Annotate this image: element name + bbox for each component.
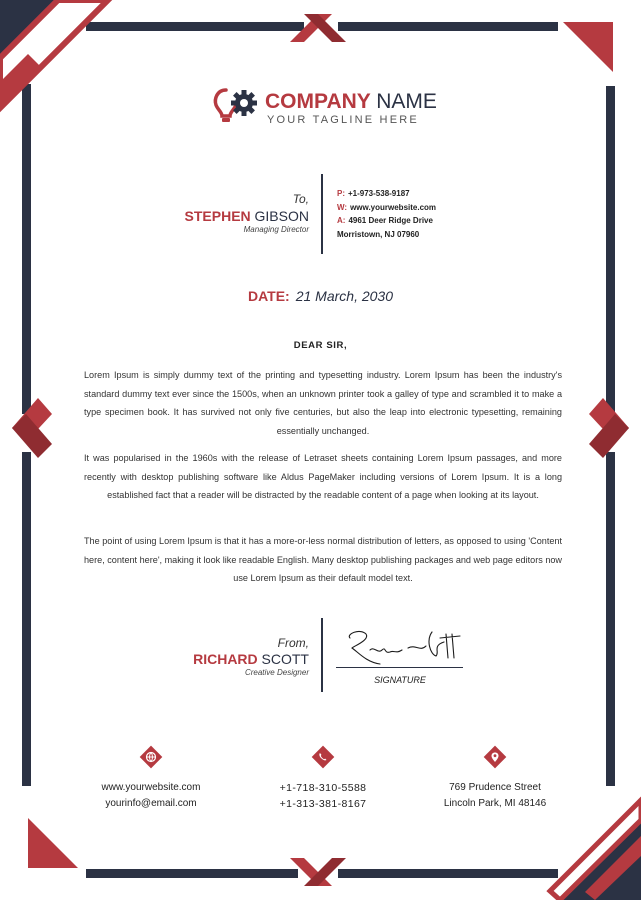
recipient-block — [109, 192, 309, 234]
body-paragraph-3: The point of using Lorem Ipsum is that it has a more-or-less normal distribution of letters, as opposed to using 'Content here, content here', making it look like readable English. Many desktop publishing packages and web page editors now use Lorem Ipsum as their default model text. — [84, 536, 562, 583]
date-label: DATE: — [247, 288, 290, 304]
sender-last-name: SCOTT — [261, 651, 309, 667]
footer-phone-1: +1-718-310-5588 — [279, 782, 367, 794]
globe-icon — [139, 745, 163, 769]
body-paragraph-1: Lorem Ipsum is simply dummy text of the printing and typesetting industry. Lorem Ipsum has been the industry's standard dummy text ever since the 1500s, when an unknown printer took a galley of type and scrambled it to make a type specimen book. It has survived not only five centuries, but also the leap into electronic typesetting, remaining essentially unchanged. — [84, 370, 562, 436]
footer-address — [405, 780, 585, 811]
company-name-primary: COMPANY — [265, 90, 371, 113]
location-pin-icon — [483, 745, 507, 769]
footer-phone-2: +1-313-381-8167 — [279, 797, 367, 810]
phone-icon — [311, 745, 335, 769]
contact-address — [337, 214, 436, 228]
handwritten-signature — [336, 624, 464, 670]
date-line — [0, 288, 641, 304]
to-label: To, — [292, 192, 309, 206]
footer-address-line2: Lincoln Park, MI 48146 — [443, 797, 547, 809]
salutation: DEAR SIR, — [293, 340, 348, 351]
signature-divider — [321, 618, 323, 692]
from-label: From, — [277, 636, 309, 650]
company-name — [265, 90, 437, 114]
date-value: 21 March, 2030 — [295, 288, 394, 304]
footer-phone — [233, 781, 413, 812]
contact-phone — [337, 187, 436, 201]
signature-label: SIGNATURE — [374, 675, 426, 685]
recipient-name — [109, 208, 309, 224]
footer-email: yourinfo@email.com — [105, 797, 197, 809]
address-line1: 4961 Deer Ridge Drive — [348, 216, 433, 225]
web-key: W: — [337, 202, 348, 212]
company-tagline: YOUR TAGLINE HERE — [267, 114, 419, 126]
web-value: www.yourwebsite.com — [350, 202, 437, 212]
sender-block — [109, 636, 309, 677]
lightbulb-gear-icon — [212, 86, 260, 126]
recipient-first-name: STEPHEN — [184, 208, 251, 224]
contact-web — [337, 201, 436, 215]
company-logo — [212, 86, 442, 128]
phone-key: P: — [337, 189, 345, 198]
address-key: A: — [337, 216, 346, 225]
company-name-secondary: NAME — [376, 90, 437, 113]
footer-web — [61, 780, 241, 811]
header-divider — [321, 174, 323, 254]
phone-value: +1-973-538-9187 — [348, 189, 410, 198]
sender-name — [109, 651, 309, 667]
address-line2: Morristown, NJ 07960 — [337, 229, 420, 239]
signature-line — [336, 667, 463, 668]
contact-details — [337, 187, 436, 241]
body-paragraph-2: It was popularised in the 1960s with the release of Letraset sheets containing Lorem Ipsum passages, and more recently with desktop publishing software like Aldus PageMaker including versions of Lorem Ipsum. It is a long established fact that a reader will be distracted by the readable content of a page when looking at its layout. — [84, 453, 562, 500]
recipient-title: Managing Director — [243, 225, 309, 234]
recipient-last-name: GIBSON — [254, 208, 309, 224]
footer-website: www.yourwebsite.com — [101, 782, 201, 793]
sender-first-name: RICHARD — [193, 651, 258, 667]
sender-title: Creative Designer — [244, 668, 309, 677]
footer-address-line1: 769 Prudence Street — [449, 782, 541, 793]
